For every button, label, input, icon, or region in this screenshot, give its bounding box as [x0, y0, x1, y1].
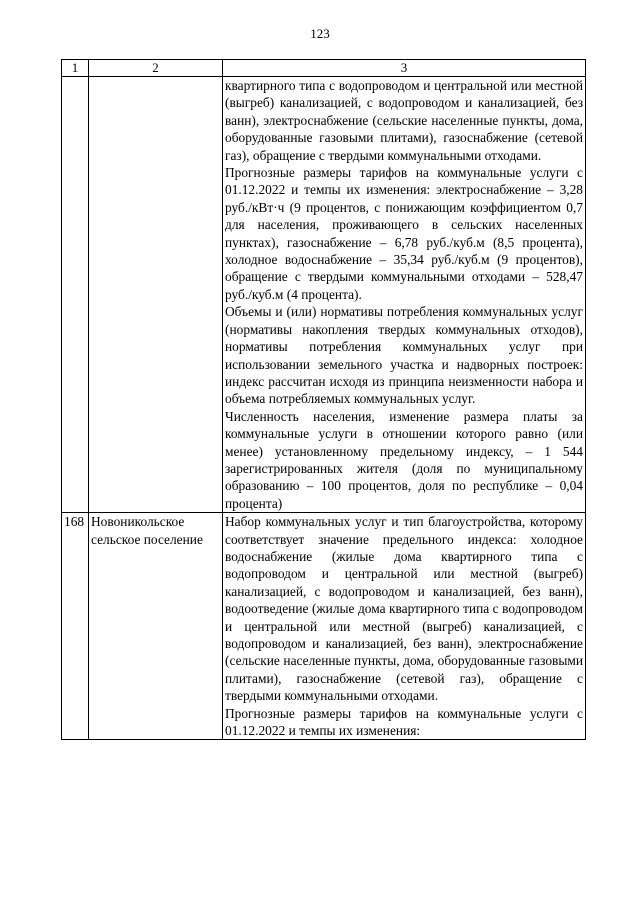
page-bottom-margin [0, 849, 640, 905]
paragraph: Прогнозные размеры тарифов на коммунальные услуги с 01.12.2022 и темпы их изменения: электроснабжение – 3,28 руб./кВт·ч (9 процентов, с понижающим коэффициентом 0,7 для населения, проживающего в сельских населенных пунктах), газоснабжение – 6,78 руб./куб.м (8,5 процента), холодное водоснабжение – 35,34 руб./куб.м (9 процентов), обращение с твердыми коммунальными отходами – 528,47 руб./куб.м (4 процента). [225, 165, 583, 302]
tariff-table [61, 59, 586, 740]
paragraph: квартирного типа с водопроводом и центральной или местной (выгреб) канализацией, с водопроводом и канализацией, без ванн), электроснабжение (сельские населенные пункты, дома, оборудованные газовыми плитами), газоснабжение (сетевой газ), обращение с твердыми коммунальными отходами. [225, 78, 583, 163]
table-row [62, 513, 586, 740]
settlement-name-line: сельское поселение [91, 531, 203, 547]
row-number: 168 [62, 513, 89, 740]
row-description [223, 77, 586, 513]
column-header: 2 [89, 60, 223, 77]
row-description [223, 513, 586, 740]
column-header: 1 [62, 60, 89, 77]
settlement-name [89, 77, 223, 513]
settlement-name [89, 513, 223, 740]
row-number [62, 77, 89, 513]
table-header-row [62, 60, 586, 77]
settlement-name-line: Новоникольское [91, 514, 185, 530]
paragraph: Набор коммунальных услуг и тип благоустройства, которому соответствует значение предельного индекса: холодное водоснабжение (жилые дома квартирного типа с водопроводом и центральной или местной (выгреб) канализацией, с водопроводом и канализацией, без ванн), водоотведение (жилые дома квартирного типа с водопроводом и центральной или местной (выгреб) канализацией, с водопроводом и канализацией, без ванн), электроснабжение (сельские населенные пункты, дома, оборудованные газовыми плитами), газоснабжение (сетевой газ), обращение с твердыми коммунальными отходами. [225, 514, 583, 704]
paragraph: Объемы и (или) нормативы потребления коммунальных услуг (нормативы накопления твердых коммунальных отходов), нормативы потребления коммунальных услуг при использовании земельного участка и надворных построек: индекс рассчитан исходя из принципа неизменности набора и объема потребляемых коммунальных услуг. [225, 304, 583, 407]
paragraph: Прогнозные размеры тарифов на коммунальные услуги с 01.12.2022 и темпы их изменения: [225, 705, 583, 739]
page-number: 123 [310, 26, 330, 41]
column-header: 3 [223, 60, 586, 77]
table-row [62, 77, 586, 513]
paragraph: Численность населения, изменение размера платы за коммунальные услуги в отношении которого равно (или менее) установленному предельному индексу, – 1 544 зарегистрированных жителя (доля по муниципальному образованию – 100 процентов, доля по республике – 0,04 процента) [225, 408, 583, 511]
